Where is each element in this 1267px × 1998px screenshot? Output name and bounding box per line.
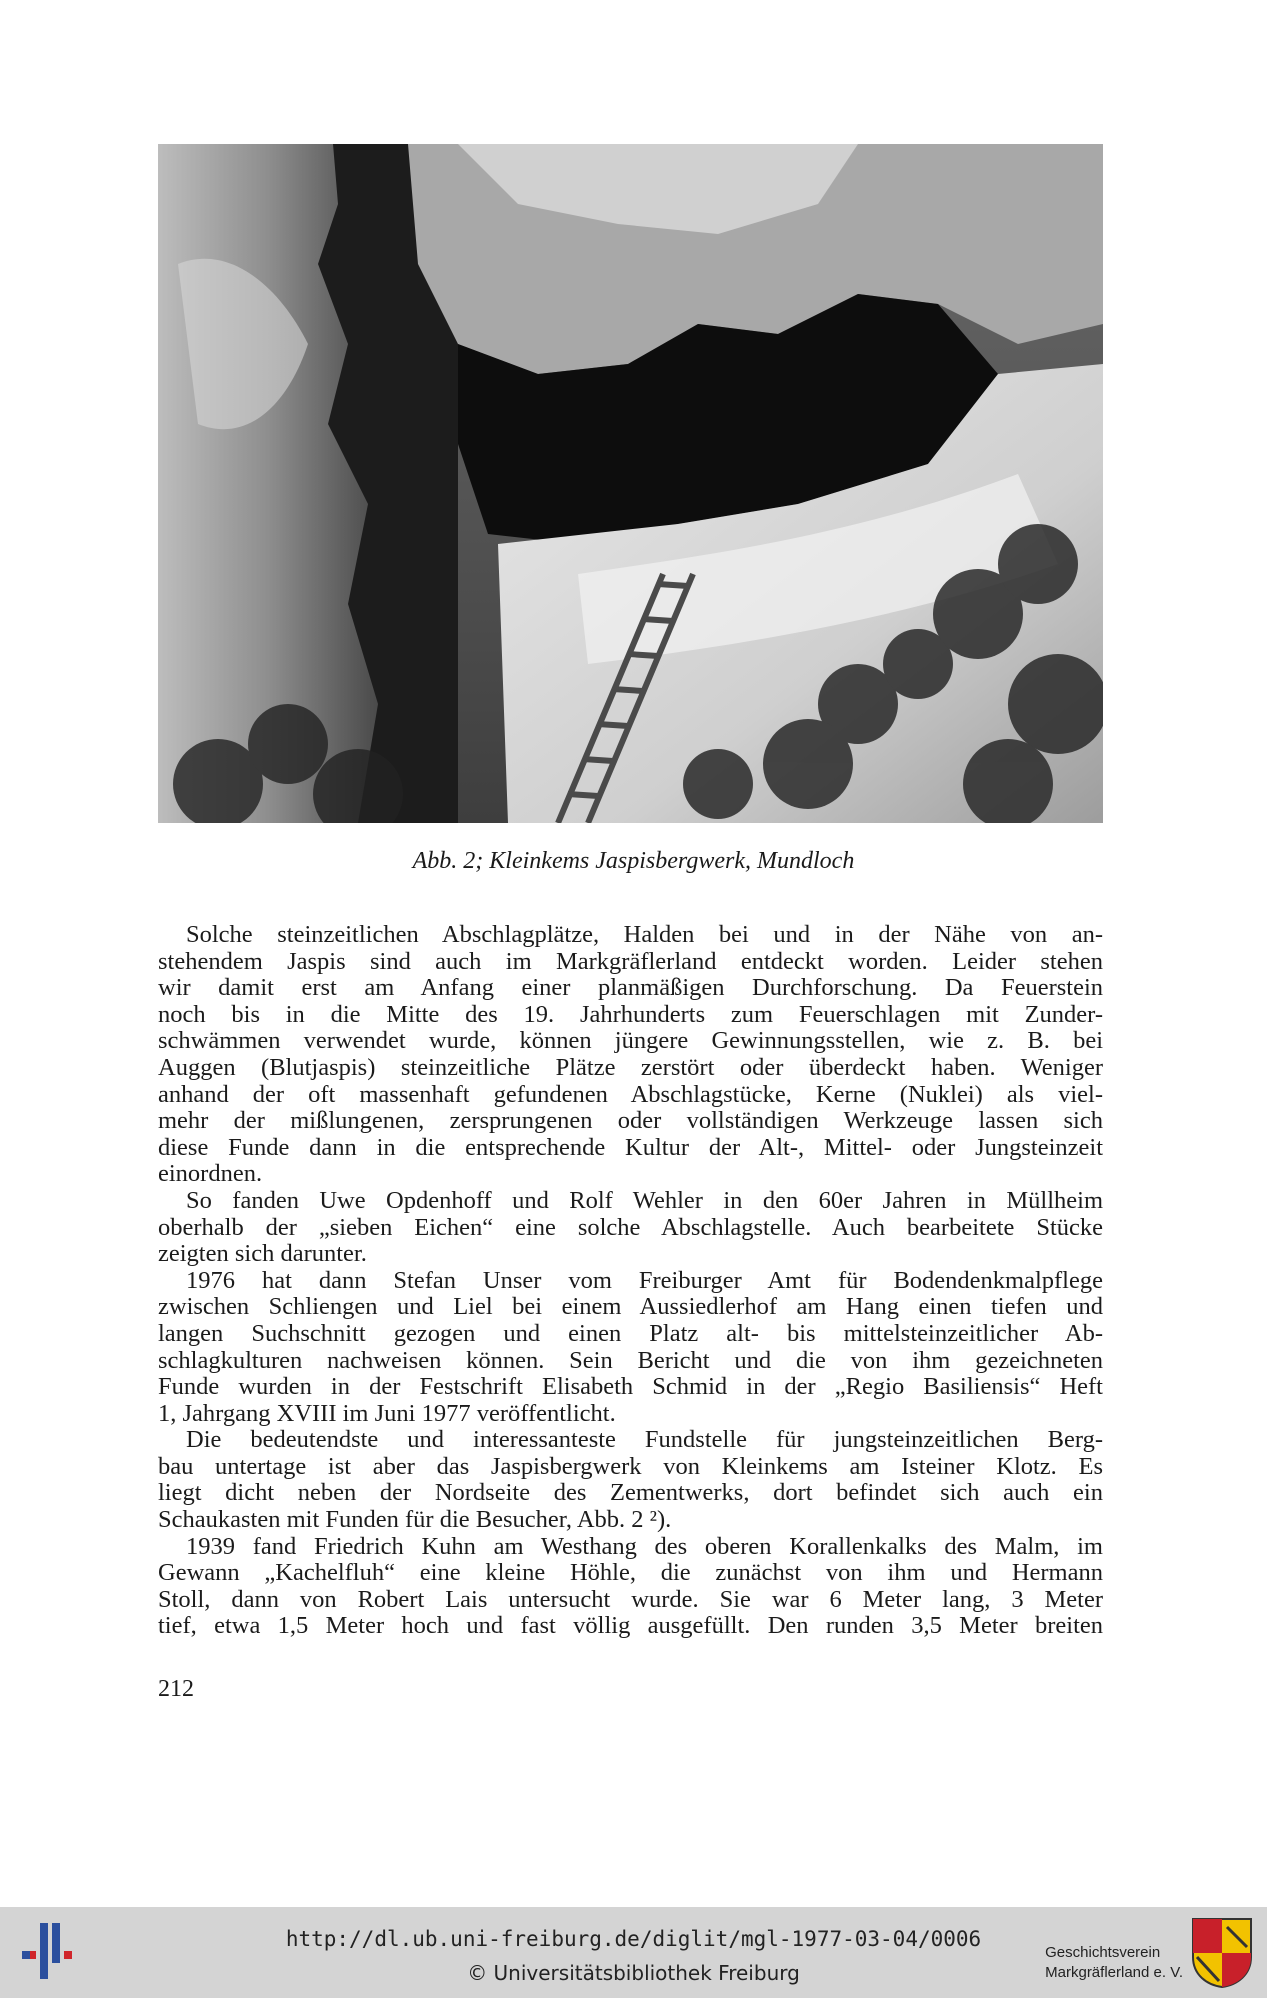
body-line: liegt dicht neben der Nordseite des Zementwerks, dort befindet sich auch ein [158,1479,1103,1507]
body-line: noch bis in die Mitte des 19. Jahrhunderts zum Feuerschlagen mit Zunder- [158,1000,1103,1028]
figure-caption: Abb. 2; Kleinkems Jaspisbergwerk, Mundloch [412,848,855,874]
body-line: Gewann „Kachelfluh“ eine kleine Höhle, die zunächst von ihm und Hermann [158,1559,1103,1587]
body-line: So fanden Uwe Opdenhoff und Rolf Wehler in den 60er Jahren in Müllheim [186,1186,1103,1214]
body-line: Auggen (Blutjaspis) steinzeitliche Plätze zerstört oder überdeckt haben. Weniger [158,1053,1103,1081]
society-name [1045,1943,1183,1983]
body-line: Solche steinzeitlichen Abschlagplätze, Halden bei und in der Nähe von an- [186,921,1103,948]
cave-entrance-photo [158,144,1103,823]
body-line: stehendem Jaspis sind auch im Markgräflerland entdeckt worden. Leider stehen [158,947,1103,975]
society-line-1: Geschichtsverein [1045,1944,1161,1961]
body-line: 1, Jahrgang XVIII im Juni 1977 veröffentlicht. [158,1399,616,1427]
body-line: bau untertage ist aber das Jaspisbergwerk von Kleinkems am Isteiner Klotz. Es [158,1452,1103,1480]
body-text [158,922,1103,1640]
body-line: mehr der mißlungenen, zersprungenen oder vollständigen Werkzeuge lassen sich [158,1107,1103,1135]
page-number: 212 [158,1676,194,1702]
body-line: zwischen Schliengen und Liel bei einem Aussiedlerhof am Hang einen tiefen und [158,1293,1103,1321]
body-line: oberhalb der „sieben Eichen“ eine solche Abschlagstelle. Auch bearbeitete Stücke [158,1213,1103,1241]
body-line: anhand der oft massenhaft gefundenen Abschlagstücke, Kerne (Nuklei) als viel- [158,1080,1103,1108]
footer-bar [0,1907,1267,1998]
body-line: Die bedeutendste und interessanteste Fundstelle für jungsteinzeitlichen Berg- [186,1426,1103,1454]
body-line: wir damit erst am Anfang einer planmäßigen Durchforschung. Da Feuerstein [158,974,1103,1002]
body-line: 1976 hat dann Stefan Unser vom Freiburger Amt für Bodendenkmalpflege [186,1266,1103,1294]
body-line: einordnen. [158,1160,263,1188]
body-line: langen Suchschnitt gezogen und einen Platz alt- bis mittelsteinzeitlicher Ab- [158,1319,1103,1347]
body-line: diese Funde dann in die entsprechende Kultur der Alt-, Mittel- oder Jungsteinzeit [158,1133,1103,1161]
society-line-2: Markgräflerland e. V. [1045,1964,1183,1981]
copyright-notice: © Universitätsbibliothek Freiburg [467,1961,800,1985]
body-line: Schaukasten mit Funden für die Besucher, Abb. 2 ²). [158,1506,672,1534]
cave-photo-illustration [158,144,1103,823]
body-line: schwämmen verwendet wurde, können jüngere Gewinnungsstellen, wie z. B. bei [158,1027,1103,1055]
body-line: Funde wurden in der Festschrift Elisabeth Schmid in der „Regio Basiliensis“ Heft [158,1373,1103,1401]
body-line: tief, etwa 1,5 Meter hoch und fast völlig ausgefüllt. Den runden 3,5 Meter breiten [158,1612,1103,1640]
body-line: Stoll, dann von Robert Lais untersucht wurde. Sie war 6 Meter lang, 3 Meter [158,1585,1103,1613]
document-url[interactable]: http://dl.ub.uni-freiburg.de/diglit/mgl-1977-03-04/0006 [285,1927,982,1951]
society-crest-icon [1191,1917,1253,1989]
body-line: zeigten sich darunter. [158,1240,367,1268]
body-line: 1939 fand Friedrich Kuhn am Westhang des oberen Korallenkalks des Malm, im [186,1532,1103,1560]
body-line: schlagkulturen nachweisen können. Sein Bericht und die von ihm gezeichneten [158,1346,1103,1374]
